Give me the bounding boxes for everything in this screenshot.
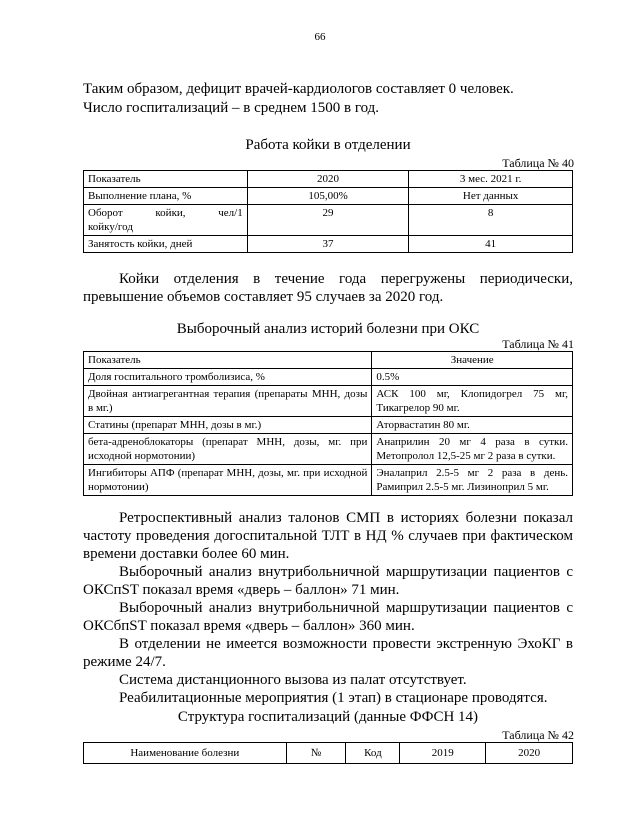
table-row [84,417,573,434]
table41-label: Таблица № 41 [502,337,574,351]
table-row [84,465,573,496]
header-cell: 2020 [247,171,409,188]
header-cell: Показатель [84,171,248,188]
table-cell: 41 [409,236,573,253]
intro-line-1: Таким образом, дефицит врачей-кардиологов составляет 0 человек. [83,81,514,97]
table-cell: 105,00% [247,188,409,205]
paragraph-routing-st-elevation: Выборочный анализ внутрибольничной маршрутизации пациентов с ОКСпST показал время «дверь – баллон» 71 мин. [83,564,573,598]
table-cell: 29 [247,205,409,236]
table-row [84,386,573,417]
table-row [84,236,573,253]
table-cell: Анаприлин 20 мг 4 раза в сутки. Метопролол 12,5-25 мг 2 раза в сутки. [372,434,573,465]
table-cell: Статины (препарат МНН, дозы в мг.) [84,417,372,434]
table-cell: Двойная антиагрегантная терапия (препараты МНН, дозы в мг.) [84,386,372,417]
table-row [84,369,573,386]
table-row [84,188,573,205]
paragraph-rehabilitation: Реабилитационные мероприятия (1 этап) в стационаре проводятся. [119,690,548,706]
table-cell: Оборот койки, чел/1 койку/год [84,205,248,236]
table-cell: 8 [409,205,573,236]
paragraph-retrospective: Ретроспективный анализ талонов СМП в историях болезни показал частоту проведения догоспитальной ТЛТ в НД % случаев при фактическом времени доставки более 60 мин. [83,510,573,562]
paragraph-echocg: В отделении не имеется возможности провести экстренную ЭхоКГ в режиме 24/7. [83,636,573,670]
table40-label: Таблица № 40 [502,156,574,170]
table-cell: Выполнение плана, % [84,188,248,205]
header-cell: Наименование болезни [84,743,287,764]
paragraph-overload: Койки отделения в течение года перегружены периодически, превышение объемов составляет 95 случаев за 2020 год. [83,271,573,305]
table-cell: 0.5% [372,369,573,386]
table41-title: Выборочный анализ историй болезни при ОКС [176,321,480,337]
intro-line-2: Число госпитализаций – в среднем 1500 в год. [83,100,380,116]
table-row [84,205,573,236]
table-cell: Ингибиторы АПФ (препарат МНН, дозы, мг. при исходной нормотонии) [84,465,372,496]
table-cell: Аторвастатин 80 мг. [372,417,573,434]
table-header-row [84,743,573,764]
header-cell: 2020 [486,743,573,764]
table-cell: 37 [247,236,409,253]
table-cell: Эналаприл 2.5-5 мг 2 раза в день. Рамиприл 2.5-5 мг. Лизиноприл 5 мг. [372,465,573,496]
table-42 [83,742,573,764]
table-41 [83,351,573,496]
table40-title: Работа койки в отделении [245,137,411,153]
table42-label: Таблица № 42 [502,728,574,742]
table-header-row [84,171,573,188]
table-cell: Доля госпитального тромболизиса, % [84,369,372,386]
table-row [84,434,573,465]
table-cell: Занятость койки, дней [84,236,248,253]
table-cell: бета-адреноблокаторы (препарат МНН, дозы, мг. при исходной нормотонии) [84,434,372,465]
table42-title: Структура госпитализаций (данные ФФСН 14) [177,709,479,725]
page-number: 66 [314,31,326,43]
table-cell: АСК 100 мг, Клопидогрел 75 мг, Тикагрелор 90 мг. [372,386,573,417]
table-40 [83,170,573,253]
paragraph-call-system: Система дистанционного вызова из палат отсутствует. [119,672,467,688]
header-cell: № [286,743,346,764]
header-cell: Код [346,743,400,764]
header-cell: Значение [372,352,573,369]
paragraph-routing-no-st: Выборочный анализ внутрибольничной маршрутизации пациентов с ОКСбпST показал время «дверь – баллон» 360 мин. [83,600,573,634]
header-cell: 3 мес. 2021 г. [409,171,573,188]
header-cell: Показатель [84,352,372,369]
table-header-row [84,352,573,369]
table-cell: Нет данных [409,188,573,205]
header-cell: 2019 [400,743,486,764]
